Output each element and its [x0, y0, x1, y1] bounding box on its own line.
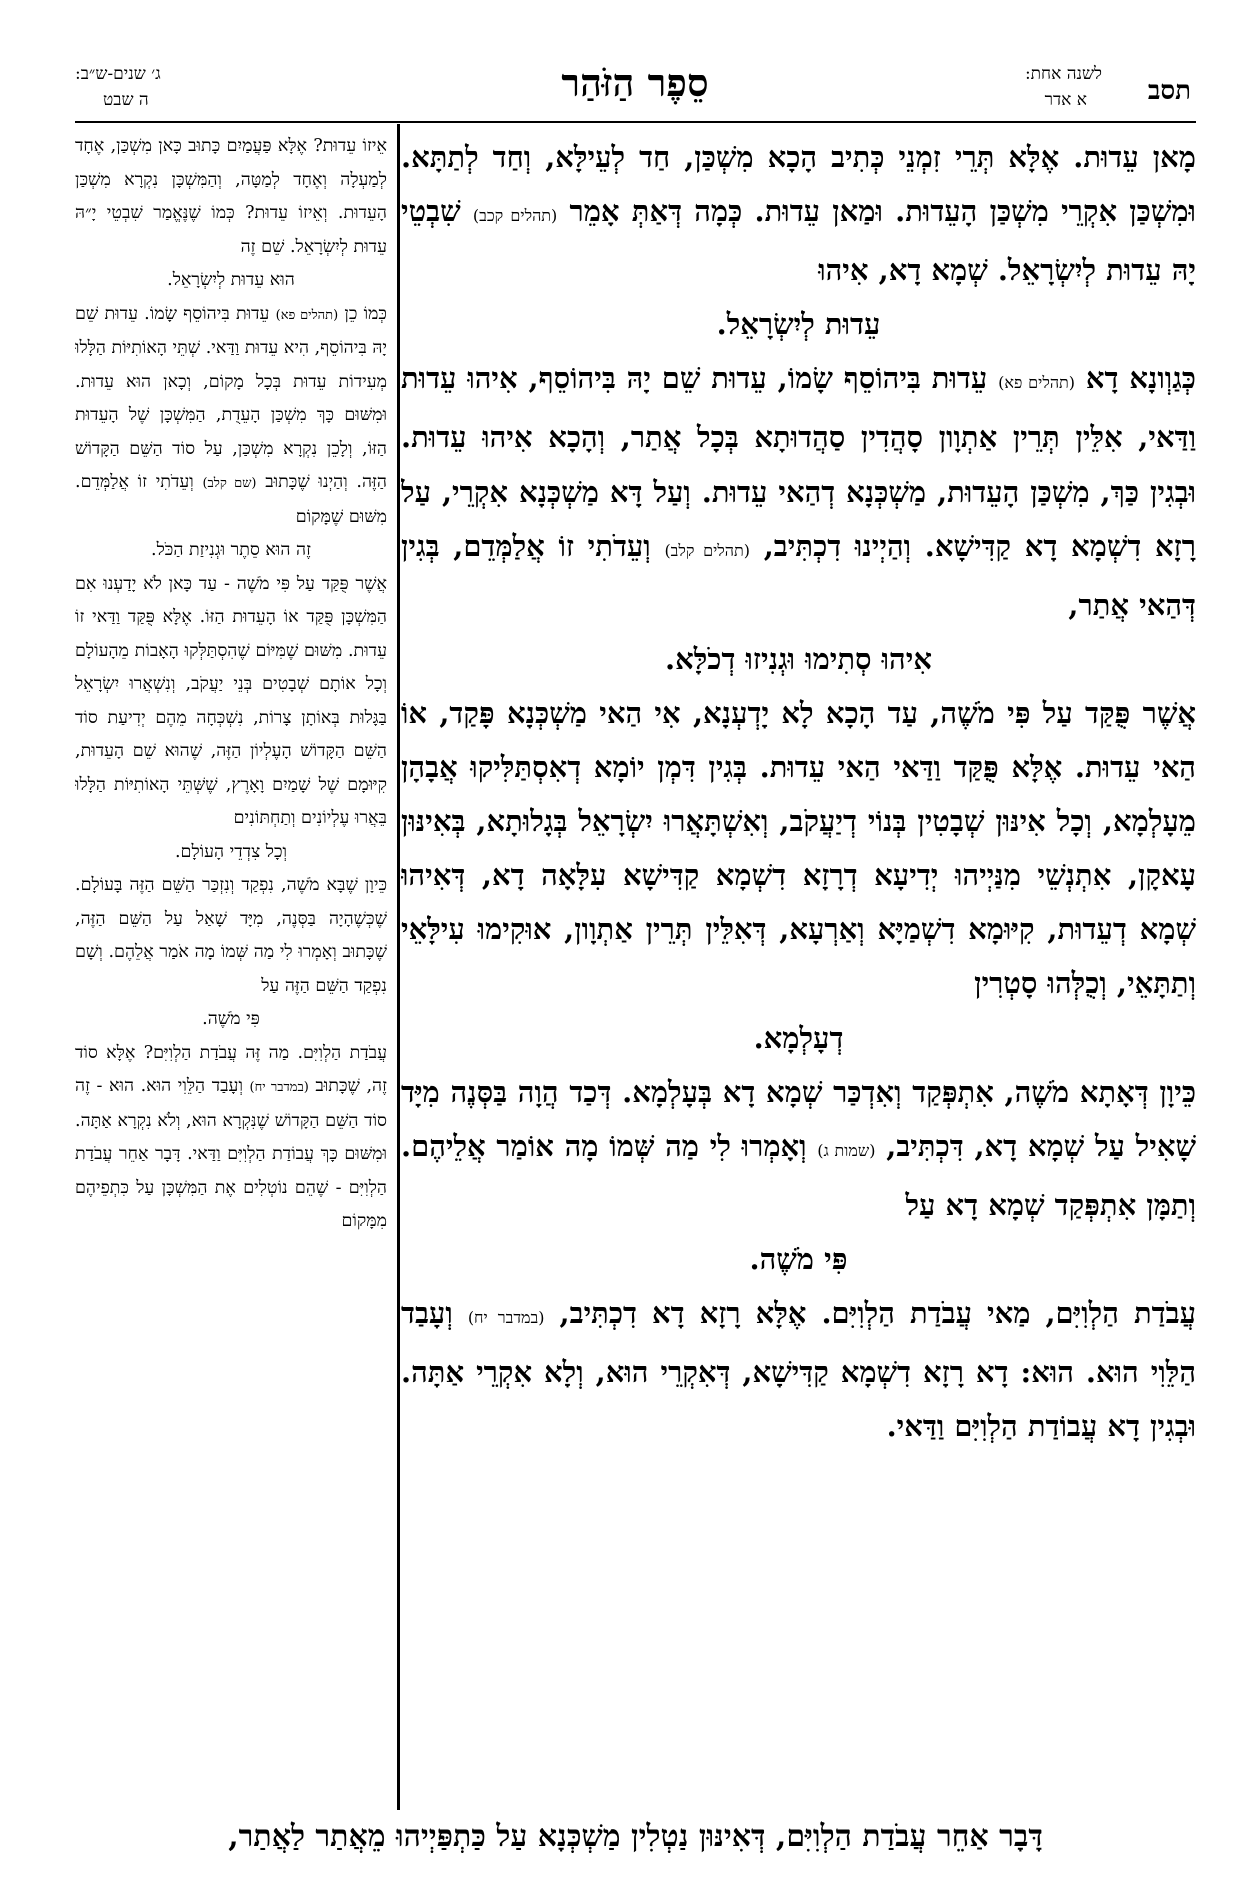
translation-paragraph: כֵּיוָן שֶׁבָּא מֹשֶׁה, נִפְקַד וְנִזְכַּר הַשֵּׁם הַזֶּה בָּעוֹלָם. שֶׁכְּשֶׁהָיָה בַּסְּנֶה, מִיָּד שָׁאַל עַל הַשֵּׁם הַזֶּה, שֶׁכָּתוּב וְאָמְרוּ לִי מַה שְּׁמוֹ מָה אֹמַר אֲלֵהֶם. וְשָׁם נִפְקַד הַשֵּׁם הַזֶּה עַל	[75, 875, 387, 996]
study-schedule-date: א אדר	[1044, 90, 1087, 110]
alt-schedule-date: ה שבט	[103, 90, 149, 110]
header-rule	[75, 121, 1196, 123]
main-paragraph: מָאן עֵדוּת. אֶלָּא תְּרֵי זִמְנֵי כְּתִיב הָכָא מִשְׁכַּן, חַד לְעֵילָּא, וְחַד לְתַתָּא. וּמִשְׁכַּן אִקְרֵי מִשְׁכַּן הָעֵדוּת. וּמַאן עֵדוּת. כְּמָה דְּאַתְּ אָמֵר (תהלים קכב) שִׁבְטֵי יָהּ עֵדוּת לְיִשְׂרָאֵל. שְׁמָא דָא, אִיהוּ	[401, 140, 1196, 288]
page-header	[75, 52, 1195, 118]
translation-paragraph: אֵיזוֹ עֵדוּת? אֶלָּא פַּעֲמַיִם כָּתוּב כָּאן מִשְׁכַּן, אֶחָד לְמַעְלָה וְאֶחָד לְמַטָּה, וְהַמִּשְׁכָּן נִקְרָא מִשְׁכַּן הָעֵדוּת. וְאֵיזוֹ עֵדוּת? כְּמוֹ שֶׁנֶּאֱמַר שִׁבְטֵי יָ״הּ עֵדוּת לְיִשְׂרָאֵל. שֵׁם זֶה	[75, 136, 387, 257]
main-paragraph-end: עֵדוּת לְיִשְׂרָאֵל.	[716, 307, 881, 342]
main-paragraph-end: דְעָלְמָא.	[753, 1020, 844, 1055]
translation-column	[75, 130, 387, 1810]
study-schedule-label: לשנה אחת:	[1024, 64, 1102, 84]
translation-paragraph-end: פִּי מֹשֶׁה.	[202, 1009, 260, 1029]
translation-paragraph-end: זֶה הוּא סֵתֶר וּגְנִיזַת הַכֹּל.	[151, 540, 311, 560]
translation-paragraph: כְּמוֹ כֵן (תהלים פא) עֵדוּת בִּיהוֹסֵף שָׂמוֹ. עֵדוּת שֵׁם יָהּ בִּיהוֹסֵף, הִיא עֵדוּת וַדַּאי. שְׁתֵּי הָאוֹתִיּוֹת הַלָּלוּ מְעִידוֹת עֵדוּת בְּכָל מָקוֹם, וְכָאן הוּא עֵדוּת. וּמִשּׁוּם כָּךְ מִשְׁכַּן הָעֵדֻת, הַמִּשְׁכָּן שֶׁל הָעֵדוּת הַזּוֹ, וְלָכֵן נִקְרָא מִשְׁכַּן, עַל סוֹד הַשֵּׁם הַקָּדוֹשׁ הַזֶּה. וְהַיְנוּ שֶׁכָּתוּב (שם קלב) וְעֵדֹתִי זוֹ אֲלַמְּדֵם. מִשּׁוּם שֶׁמָּקוֹם	[75, 303, 387, 527]
page-number: תסב	[1147, 76, 1191, 106]
translation-paragraph: עֲבֹדַת הַלְוִיִּם. מַה זֶּה עֲבֹדַת הַלְוִיִּם? אֶלָּא סוֹד זֶה, שֶׁכָּתוּב (במדבר יח) וְעָבַד הַלֵּוִי הוּא. הוּא - זֶה סוֹד הַשֵּׁם הַקָּדוֹשׁ שֶׁנִּקְרָא הוּא, וְלֹא נִקְרָא אַתָּה. וּמִשּׁוּם כָּךְ עֲבוֹדַת הַלְוִיִּם וַדַּאי. דָּבָר אַחֵר עֲבֹדַת הַלְוִיִּם - שֶׁהֵם נוֹטְלִים אֶת הַמִּשְׁכָּן עַל כִּתְפֵיהֶם מִמָּקוֹם	[75, 1042, 387, 1231]
main-paragraph-end: פִּי מֹשֶׁה.	[749, 1241, 848, 1276]
translation-paragraph-end: וְכָל צִדְדֵי הָעוֹלָם.	[174, 841, 288, 862]
main-paragraph-end: אִיהוּ סְתִימוּ וּגְנִיזוּ דְכֹלָּא.	[665, 641, 932, 676]
column-divider	[397, 124, 400, 1810]
main-text-column	[401, 130, 1196, 1810]
translation-paragraph: אֲשֶׁר פֻּקַּד עַל פִּי מֹשֶׁה - עַד כָּאן לֹא יָדַעְנוּ אִם הַמִּשְׁכָּן פֻּקַּד אוֹ הָעֵדוּת הַזּוֹ. אֶלָּא פֻּקַּד וַדַּאי זוֹ עֵדוּת. מִשּׁוּם שֶׁמִּיּוֹם שֶׁהִסְתַּלְּקוּ הָאָבוֹת מֵהָעוֹלָם וְכָל אוֹתָם שְׁבָטִים בְּנֵי יַעֲקֹב, וְנִשְׁאֲרוּ יִשְׂרָאֵל בַּגָּלוּת בְּאוֹתָן צָרוֹת, נִשְׁכְּחָה מֵהֶם יְדִיעַת סוֹד הַשֵּׁם הַקָּדוֹשׁ הָעֶלְיוֹן הַזֶּה, שֶׁהוּא שֵׁם הָעֵדוּת, קִיּוּמָם שֶׁל שָׁמַיִם וָאָרֶץ, שֶׁשְּׁתֵּי הָאוֹתִיּוֹת הַלָּלוּ בֵּאֲרוּ עֶלְיוֹנִים וְתַחְתּוֹנִים	[75, 573, 387, 828]
translation-paragraph-end: הוּא עֵדוּת לְיִשְׂרָאֵל.	[167, 270, 295, 290]
main-paragraph: אֲשֶׁר פֻּקַּד עַל פִּי מֹשֶׁה, עַד הָכָא לָא יָדְעְנָא, אִי הַאי מַשְׁכְּנָא פָּקַד, אוֹ הַאי עֵדוּת. אֶלָּא פֻּקַּד וַדַּאי הַאי עֵדוּת. בְּגִין דִּמְן יוֹמָא דְאִסְתַּלִּיקוּ אֲבָהָן מֵעָלְמָא, וְכָל אִינּוּן שְׁבָטִין בְּנוֹי דְיַעֲקֹב, וְאִשְׁתָּאֲרוּ יִשְׂרָאֵל בְּגָלוּתָא, בְּאִינּוּן עָאקָן, אִתְנְשֵׁי מִנַּיְיהוּ יְדִיעָא דְרָזָא דִשְׁמָא קַדִּישָׁא עִלָּאָה דָא, דְּאִיהוּ שְׁמָא דְעֵדוּת, קִיּוּמָא דִשְׁמַיָּא וְאַרְעָא, דְּאִלֵּין תְּרֵין אַתְוָון, אוּקִימוּ עִילָּאֵי וְתַתָּאֵי, וְכֻלְּהוּ סָטְרִין	[401, 695, 1196, 1001]
main-paragraph: כֵּיוָן דְּאָתָא מֹשֶׁה, אִתְפְּקַד וְאִדְכַּר שְׁמָא דָא בְּעָלְמָא. דְּכַד הֲוָה בַּסְּנֶה מִיָּד שָׁאִיל עַל שְׁמָא דָא, דִּכְתִּיב, (שמות ג) וְאָמְרוּ לִי מַה שְּׁמוֹ מָה אוֹמַר אֲלֵיהֶם. וְתַמָּן אִתְפְּקַד שְׁמָא דָא עַל	[401, 1074, 1196, 1222]
main-paragraph: עֲבֹדַת הַלְוִיִּם, מַאי עֲבֹדַת הַלְוִיִּם. אֶלָּא רָזָא דָא דִכְתִּיב, (במדבר יח) וְעָבַד הַלֵּוִי הוּא. הוּא: דָא רָזָא דִשְׁמָא קַדִּישָׁא, דְּאִקְרֵי הוּא, וְלָא אִקְרֵי אַתָּה. וּבְגִין דָא עֲבוֹדַת הַלְוִיִּם וַדַּאי.	[401, 1295, 1196, 1444]
page-footer-line: דָּבָר אַחֵר עֲבֹדַת הַלְוִיִּם, דְּאִינּוּן נַטְלִין מַשְׁכְּנָא עַל כַּתְפַּיְיהוּ מֵאֲתַר לַאֲתַר,	[228, 1819, 1043, 1854]
main-paragraph: כְּגַוְונָא דָא (תהלים פא) עֵדוּת בִּיהוֹסֵף שָׂמוֹ, עֵדוּת שֵׁם יָהּ בִּיהוֹסֵף, אִיהוּ עֵדוּת וַדַּאי, אִלֵּין תְּרֵין אַתְוָון סָהֲדִין סַהֲדוּתָא בְּכָל אֲתַר, וְהָכָא אִיהוּ עֵדוּת. וּבְגִין כַּךְ, מִשְׁכַּן הָעֵדוּת, מַשְׁכְּנָא דְהַאי עֵדוּת. וְעַל דָּא מַשְׁכְּנָא אִקְרֵי, עַל רָזָא דִשְׁמָא דָא קַדִּישָׁא. וְהַיְינוּ דִכְתִּיב, (תהלים קלב) וְעֵדֹתִי זוֹ אֲלַמְּדֵם, בְּגִין דְּהַאי אֲתַר,	[401, 361, 1196, 622]
alt-schedule-label: ג׳ שנים-ש״ב:	[75, 64, 161, 84]
page-title: סֵפֶר הַזֹּהַר	[561, 60, 709, 105]
